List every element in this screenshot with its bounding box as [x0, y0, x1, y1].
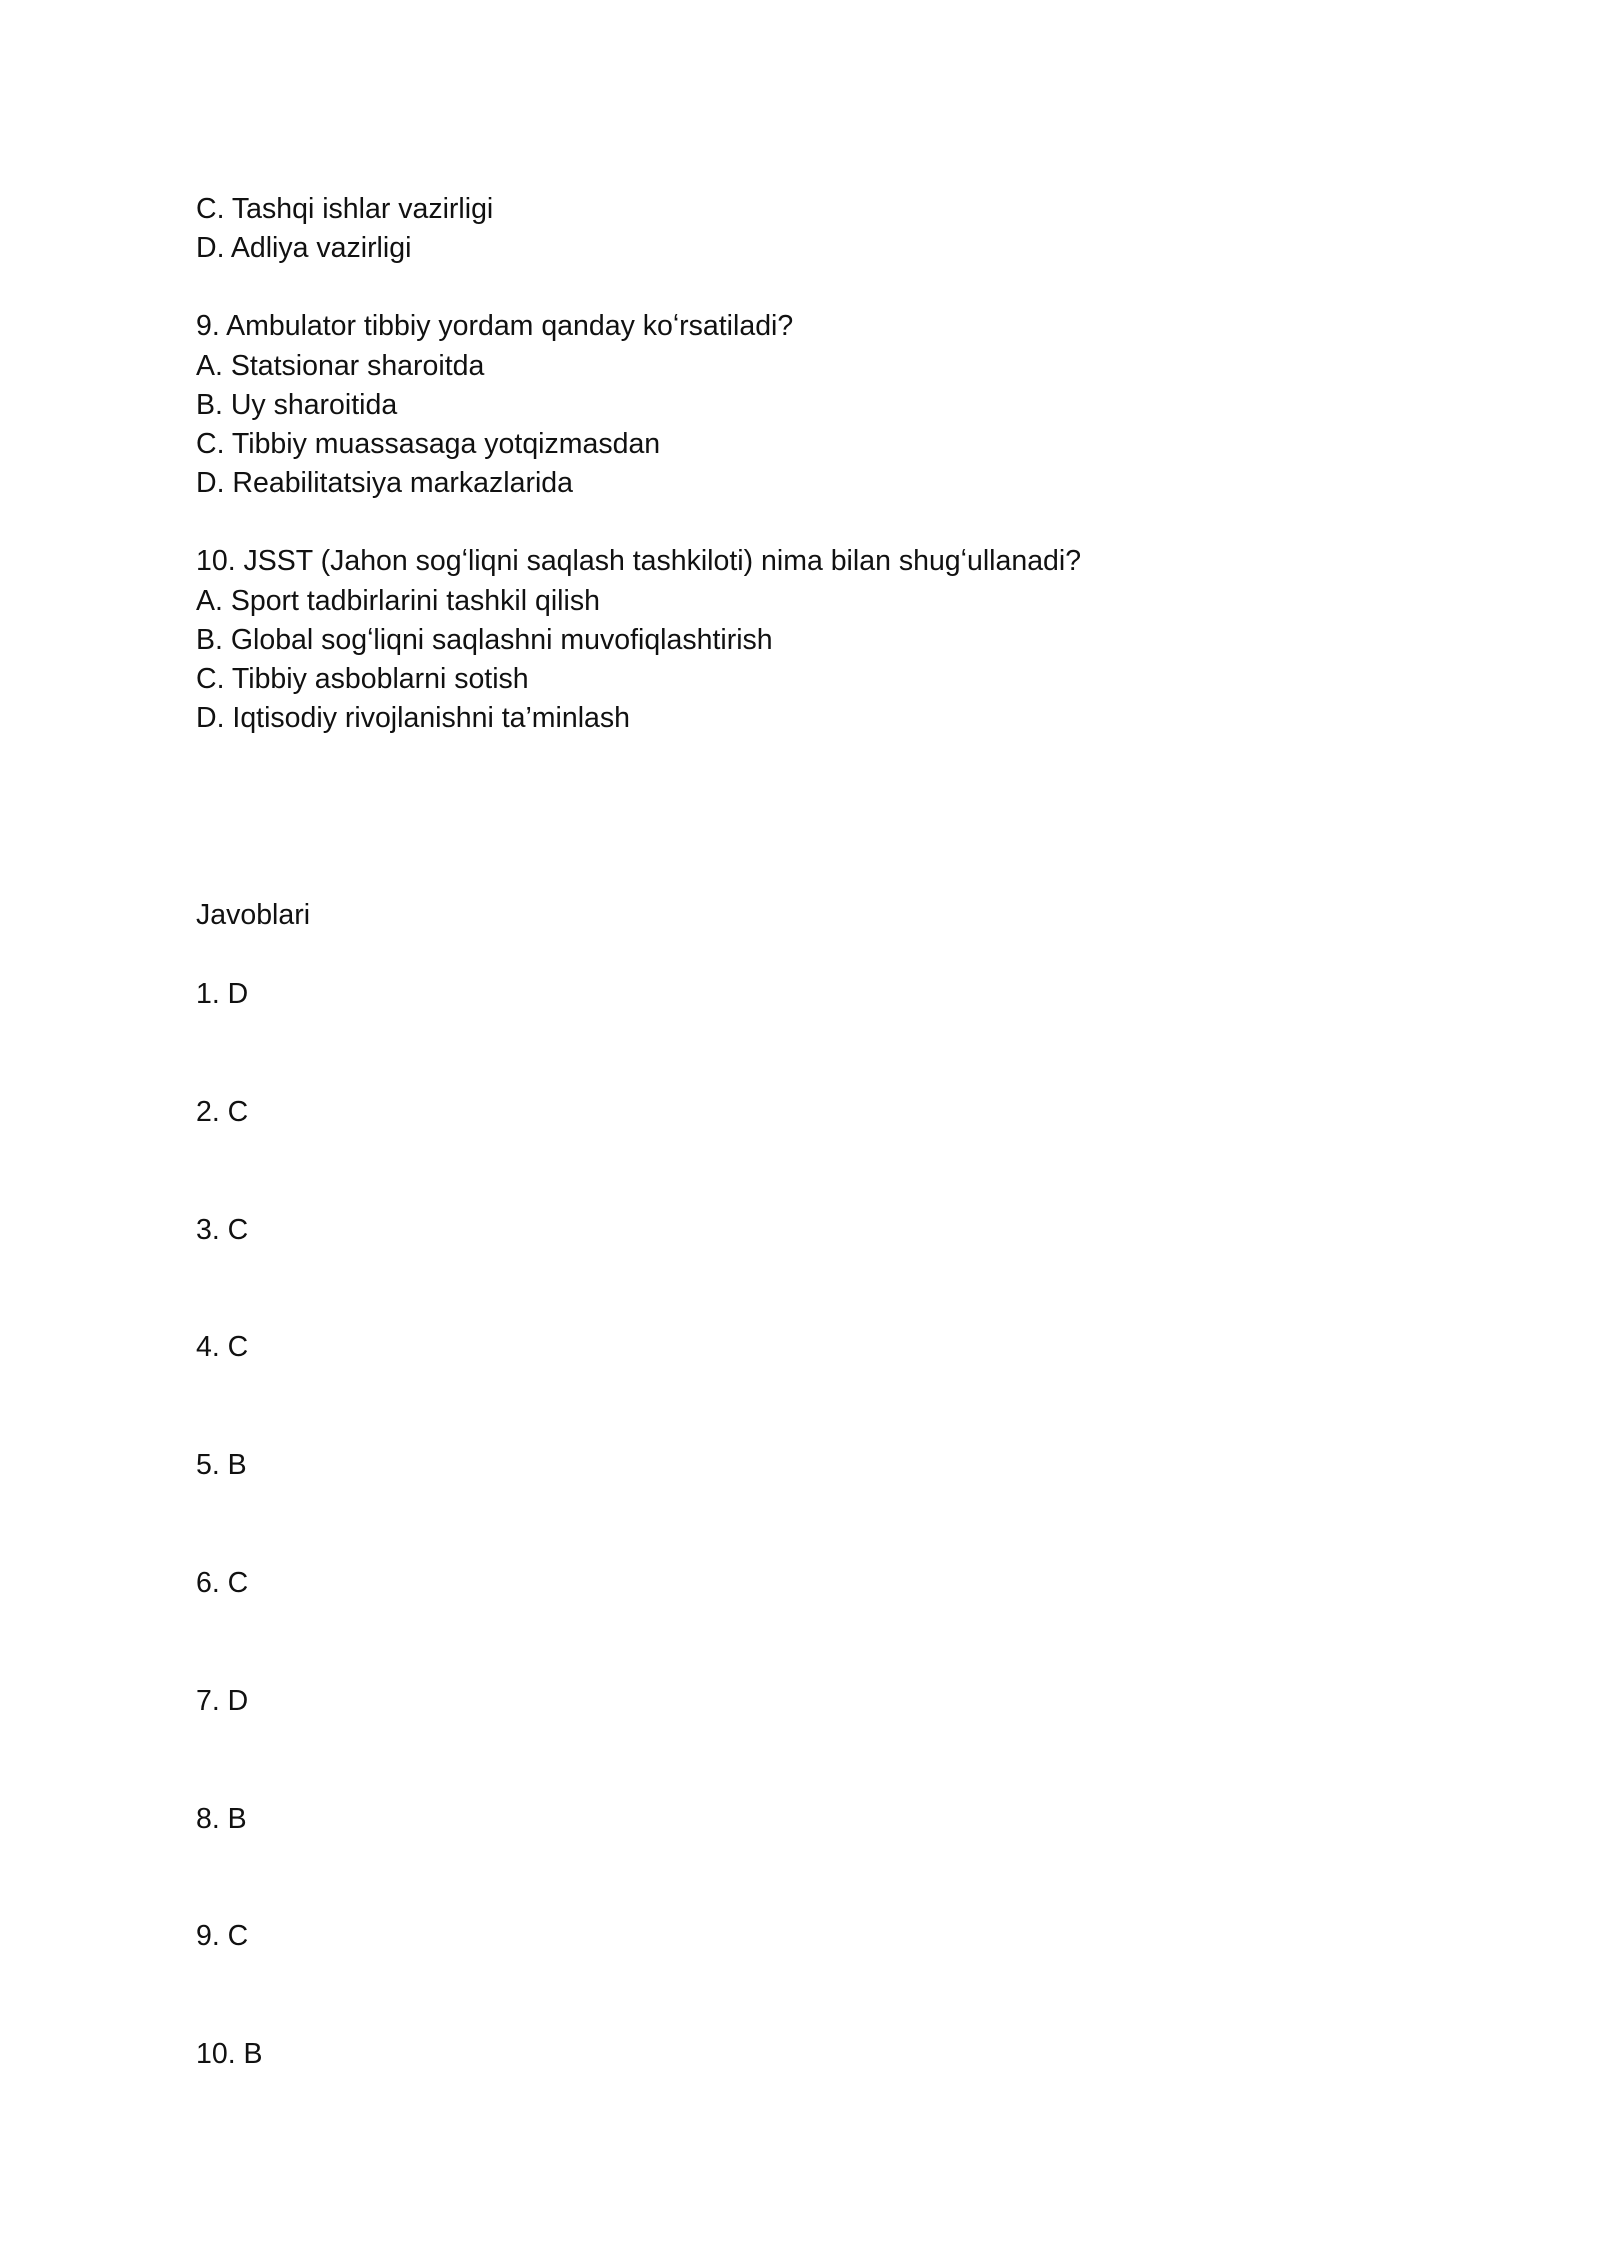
answer-item: 7. D [196, 1684, 249, 1717]
answer-item: 9. C [196, 1920, 249, 1953]
answers-list [196, 975, 263, 2153]
option-line: D. Adliya vazirligi [196, 232, 412, 265]
answer-item: 4. C [196, 1331, 249, 1364]
option-line: A. Statsionar sharoitda [196, 349, 485, 382]
option-line: C. Tibbiy muassasaga yotqizmasdan [196, 428, 661, 461]
question-text: 10. JSST (Jahon sogʻliqni saqlash tashkiloti) nima bilan shugʻullanadi? [196, 545, 1082, 578]
question-10 [196, 542, 1446, 738]
continued-question-options [196, 190, 1446, 268]
option-line: A. Sport tadbirlarini tashkil qilish [196, 584, 600, 617]
option-line: B. Global sogʻliqni saqlashni muvofiqlashtirish [196, 623, 773, 656]
answer-item: 1. D [196, 978, 249, 1010]
question-9 [196, 307, 1446, 503]
option-line: D. Reabilitatsiya markazlarida [196, 467, 573, 500]
questions-section [196, 190, 1446, 777]
option-line: C. Tashqi ishlar vazirligi [196, 193, 494, 225]
option-line: C. Tibbiy asboblarni sotish [196, 663, 529, 696]
answer-item: 5. B [196, 1449, 247, 1482]
answer-item: 10. B [196, 2038, 263, 2071]
answer-item: 3. C [196, 1213, 249, 1246]
answers-heading: Javoblari [196, 899, 311, 931]
option-line: B. Uy sharoitida [196, 388, 398, 421]
answer-item: 6. C [196, 1566, 249, 1599]
answer-item: 8. B [196, 1802, 247, 1835]
option-line: D. Iqtisodiy rivojlanishni ta’minlash [196, 702, 631, 735]
question-text: 9. Ambulator tibbiy yordam qanday koʻrsatiladi? [196, 310, 794, 343]
answer-item: 2. C [196, 1095, 249, 1128]
